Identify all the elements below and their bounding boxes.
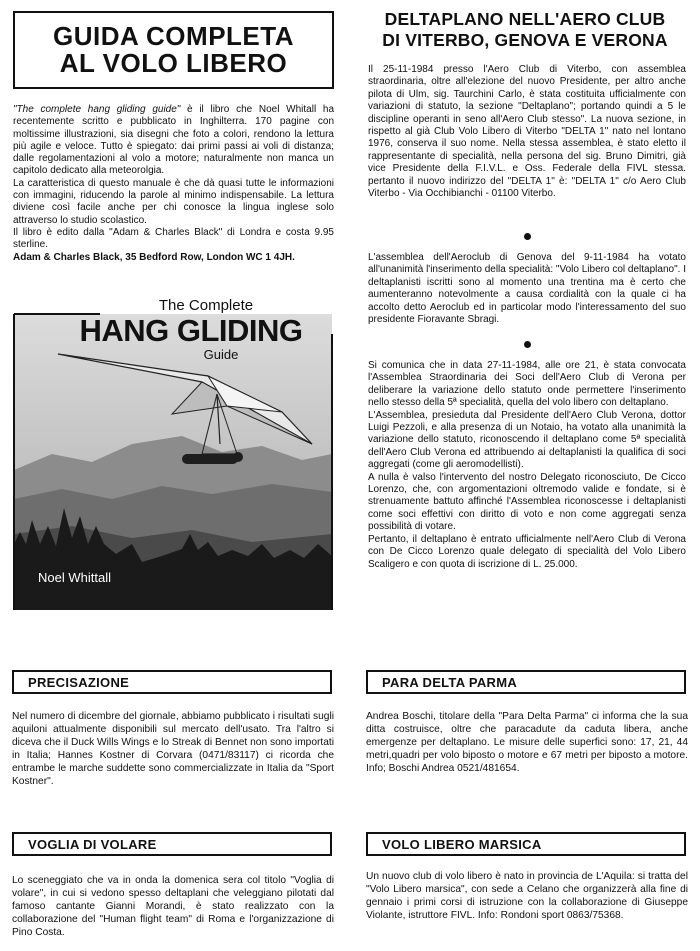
separator-dot-1 bbox=[524, 233, 531, 240]
cover-hang-gliding: HANG GLIDING bbox=[79, 313, 303, 348]
deltaplano-genova: L'assemblea dell'Aeroclub di Genova del 9-11-1984 ha votato all'unanimità l'inserimento della specialità: "Volo Libero col deltaplano". I deltaplanisti iscritti sono al momento una trentina ma è certo che aumenteranno notevolmente a causa cordialità con la quale ci ha accolto detto Aeroclub ed in particolar modo l'interessamento del suo presidente Fioravante Sbragi. bbox=[368, 252, 686, 326]
book-cover bbox=[12, 294, 334, 610]
marsica-title: VOLO LIBERO MARSICA bbox=[382, 836, 542, 852]
deltaplano-title-line2: DI VITERBO, GENOVA E VERONA bbox=[382, 30, 668, 50]
guida-article bbox=[13, 104, 334, 264]
cover-title-box bbox=[56, 298, 326, 364]
guida-paragraph-1 bbox=[13, 104, 334, 178]
cover-author: Noel Whittall bbox=[38, 570, 111, 585]
verona-paragraph-4: Pertanto, il deltaplano è entrato ufficialmente nell'Aero Club di Verona con De Cicco Lorenzo quale delegato di specialità del Volo Libero Scaligero e con quota di iscrizione di L. 25.000. bbox=[368, 533, 686, 570]
guida-title-box bbox=[13, 11, 334, 89]
para-delta-text: Andrea Boschi, titolare della "Para Delta Parma" ci informa che la sua ditta costruisce, oltre che paracadute da caduta libera, anche emergenze per deltaplano. Le misure delle superfici sono: 17, 21, 44 metri,quadri per volo biposto o motore e 67 metri per biposto a motore. Info; Boschi Andrea 0521/481654. bbox=[366, 711, 688, 774]
guida-publisher: Adam & Charles Black, 35 Bedford Row, London WC 1 4JH. bbox=[13, 251, 295, 263]
precisazione-title: PRECISAZIONE bbox=[28, 674, 130, 690]
marsica-text: Un nuovo club di volo libero è nato in provincia de L'Aquila: si tratta del "Volo Libero marsica", con sede a Celano che organizzerà alla fine di gennaio i primi corsi di istruzione con la collaborazione di Giuseppe Violante, istruttore FIVL. Info: Rondoni sport 0863/75368. bbox=[366, 871, 688, 921]
deltaplano-title bbox=[360, 9, 690, 51]
precisazione-title-box bbox=[12, 670, 332, 694]
voglia-text: Lo sceneggiato che va in onda la domenica sera col titolo "Voglia di volare", in cui si vedono spesso deltaplani che veleggiano pilotati dal famoso cantante Gianni Morandi, è stato realizzato con la collaborazione del "Human flight team" di Roma e l'organizzazione di Pino Costa. bbox=[12, 875, 334, 938]
deltaplano-viterbo: Il 25-11-1984 presso l'Aero Club di Viterbo, con assemblea straordinaria, oltre all'elezione del nuovo Presidente, per altro anche pilota di Ulm, sig. Taurchini Carlo, è stata costituita ufficialmente con variazioni di statuto, la sezione "Deltaplano"; portando quindi a 5 le discipline operanti in seno all'Aero Club stesso". La nuova sezione, in rispetto al già Club Volo Libero di Viterbo "DELTA 1" nato nel lontano 1976, conserva il suo nome. Nella stessa assemblea, è stato eletto il rappresentante di specialità, nella persona del sig. Bruno Dimitri, già vice Presidente della F.I.V.L. e Oss. Federale della FIVL stessa. pertanto il nuovo indirizzo del "DELTA 1" è: "DELTA 1" c/o Aero Club Viterbo - Via Occhibianchi - 01100 Viterbo. bbox=[368, 64, 686, 200]
verona-paragraph-3: A nulla è valso l'intervento del nostro Delegato riconosciuto, De Cicco Lorenzo, che, con argomentazioni oltremodo valide e fondate, si è strenuamente battuto affinché l'Assemblea riconoscesse i deltaplanisti come soci effettivi con diritto di voto e non come aggregati senza possibilità di votare. bbox=[368, 471, 686, 533]
voglia-title-box bbox=[12, 832, 332, 856]
deltaplano-title-line1: DELTAPLANO NELL'AERO CLUB bbox=[384, 9, 666, 29]
verona-paragraph-2: L'Assemblea, presieduta dal Presidente dell'Aero Club Verona, dottor Luigi Pezzoli, e alla presenza di un Notaio, ha votato alla unanimità la variazione dello statuto, riconoscendo il deltaplano come 5ª specialità dell'Aero Club Verona ed attribuendo ai deltaplanisti la qualifica di soci aggregati (come gli aeromodellisti). bbox=[368, 409, 686, 471]
guida-book-title: "The complete hang gliding guide" bbox=[13, 104, 181, 115]
guida-title-line2: AL VOLO LIBERO bbox=[59, 48, 288, 78]
marsica-title-box bbox=[366, 832, 686, 856]
guida-title-line1: GUIDA COMPLETA bbox=[53, 21, 294, 51]
cover-guide: Guide bbox=[203, 347, 239, 362]
guida-paragraph-3: Il libro è edito dalla "Adam & Charles Black" di Londra e costa 9.95 sterline. bbox=[13, 226, 334, 251]
para-delta-title: PARA DELTA PARMA bbox=[382, 674, 518, 690]
voglia-title: VOGLIA DI VOLARE bbox=[28, 836, 157, 852]
verona-paragraph-1: Si comunica che in data 27-11-1984, alle ore 21, è stata convocata l'Assemblea Straordinaria dei Soci dell'Aero Club di Verona per deliberare la variazione dello statuto onde permettere l'inserimento nello stesso della 5ª specialità, quella del volo libero con deltaplano. bbox=[368, 360, 686, 409]
precisazione-text: Nel numero di dicembre del giornale, abbiamo pubblicato i risultati sugli aquiloni attualmente disponibili sul mercato dell'usato. Tra l'altro si diceva che il Duck Wills Wings e lo Streak di Bennet non sono importati in Italia; Hannes Kostner di Corvara (0471/83117) ci ricorda che entrambe le marche suddette sono commercializzate in Italia da "Sport Kostner". bbox=[12, 711, 334, 787]
para-delta-title-box bbox=[366, 670, 686, 694]
cover-the-complete: The Complete bbox=[158, 297, 254, 314]
guida-paragraph-2: La caratteristica di questo manuale è che dà quasi tutte le informazioni con immagini, riducendo la parole al minimo indispensabile. La lettura diviene così facile anche per chi conosce la lingua inglese solo attraverso lo studio scolastico. bbox=[13, 177, 334, 226]
guida-p1-text: è il libro che Noel Whitall ha recentemente scritto e pubblicato in Inghilterra. 170 pagine con moltissime illustrazioni, sia disegni che foto a colori, rendono la lettura più agile e veloce. Tutto è spiegato: dai primi passi ai voli di distanza; dalle regolamentazioni al volo a motore; naturalmente non manca un capitolo dedicato alla meteorolgia. bbox=[13, 104, 334, 177]
guida-title bbox=[53, 23, 294, 77]
separator-dot-2 bbox=[524, 341, 531, 348]
deltaplano-verona bbox=[368, 360, 686, 571]
